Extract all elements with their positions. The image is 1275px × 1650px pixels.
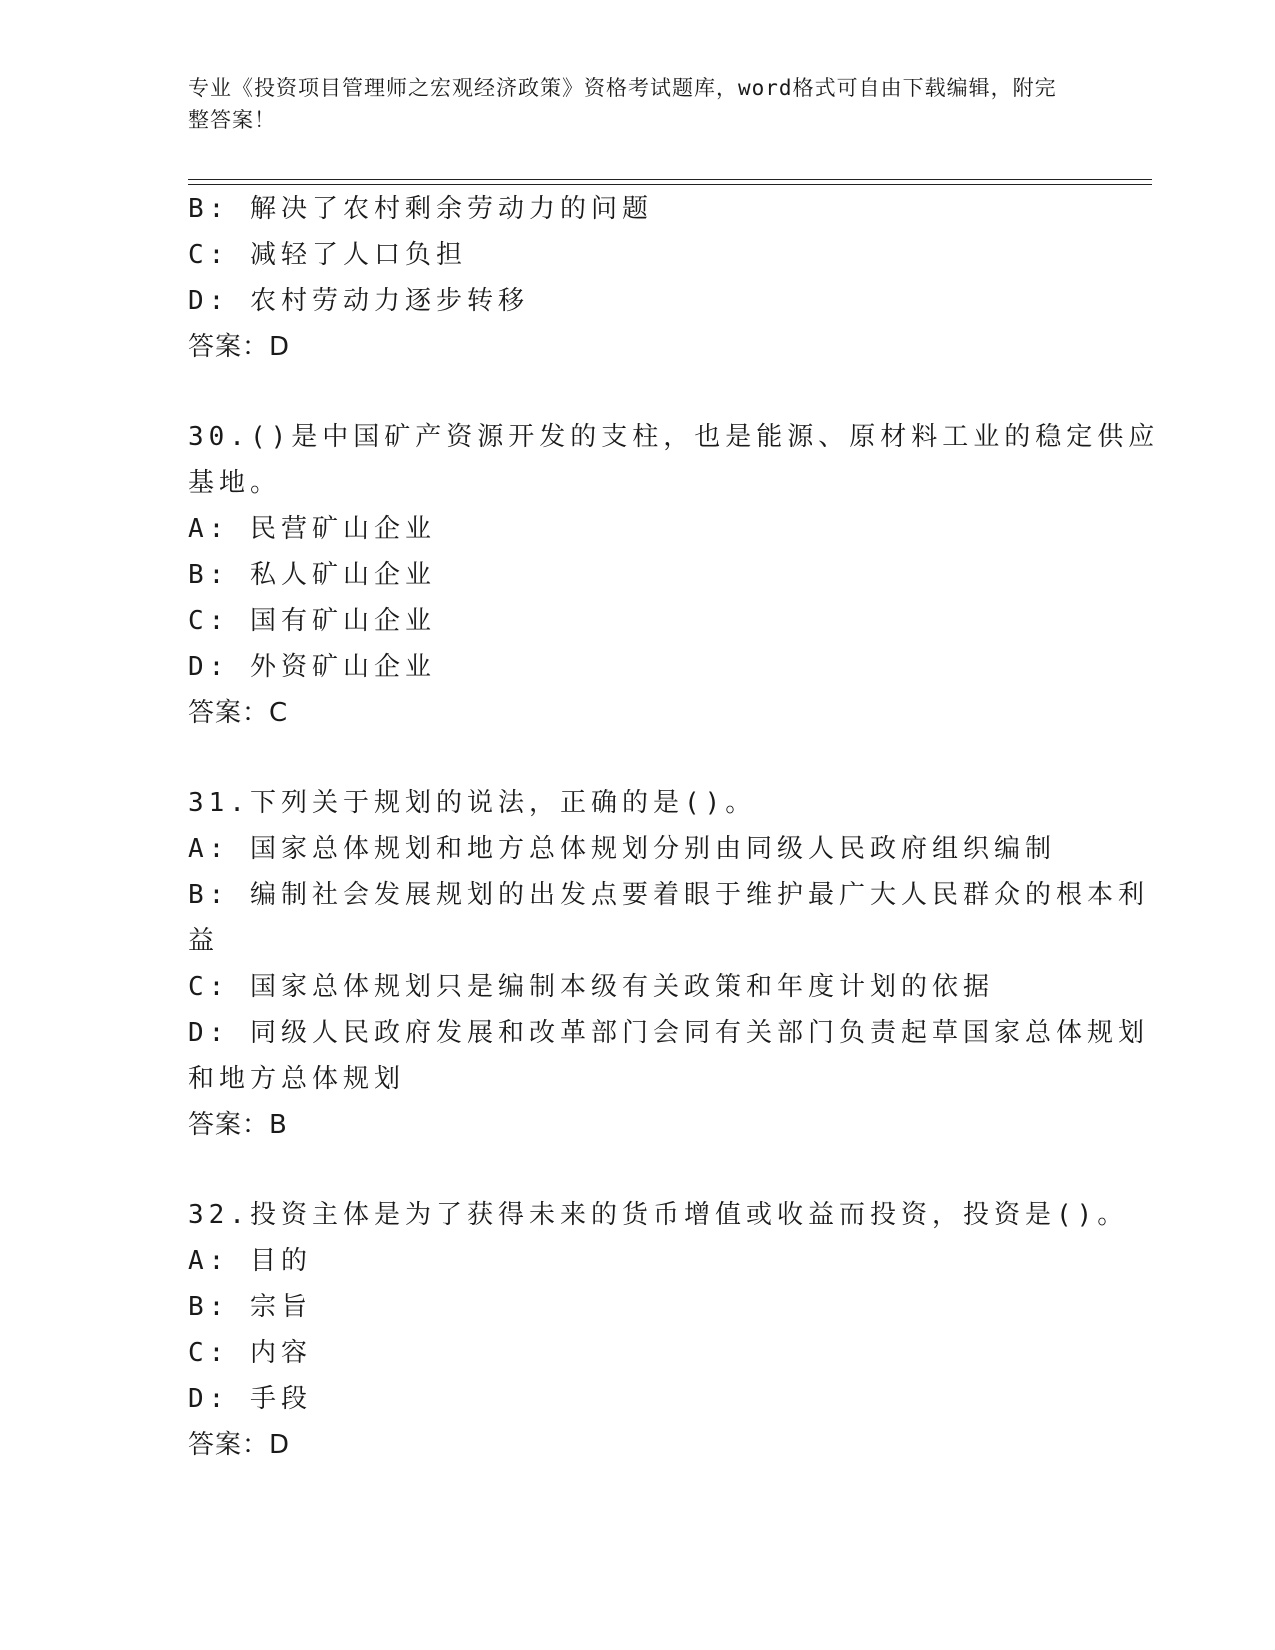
question-stem-continued: 基地。 [188,468,282,498]
answer: 答案：D [188,332,291,362]
question-stem: 30.()是中国矿产资源开发的支柱，也是能源、原材料工业的稳定供应 [188,422,1160,452]
option-d-continued: 和地方总体规划 [188,1064,406,1094]
question-29 [188,186,1088,370]
question-30 [188,414,1160,736]
option-b: B: 编制社会发展规划的出发点要着眼于维护最广大人民群众的根本利 [188,880,1149,910]
option-d: D: 外资矿山企业 [188,652,436,682]
answer: 答案：B [188,1110,288,1140]
option-c: C: 减轻了人口负担 [188,240,467,270]
question-stem: 32.投资主体是为了获得未来的货币增值或收益而投资，投资是()。 [188,1200,1129,1230]
option-c: C: 国家总体规划只是编制本级有关政策和年度计划的依据 [188,972,994,1002]
option-b: B: 私人矿山企业 [188,560,436,590]
option-d: D: 手段 [188,1384,312,1414]
option-a: A: 国家总体规划和地方总体规划分别由同级人民政府组织编制 [188,834,1056,864]
option-b: B: 宗旨 [188,1292,312,1322]
option-b-continued: 益 [188,926,220,956]
question-31 [188,780,1149,1148]
option-d: D: 同级人民政府发展和改革部门会同有关部门负责起草国家总体规划 [188,1018,1149,1048]
option-b: B: 解决了农村剩余劳动力的问题 [188,194,653,224]
question-stem: 31.下列关于规划的说法，正确的是()。 [188,788,757,818]
header-rule-top [188,179,1152,180]
answer: 答案：D [188,1430,291,1460]
option-a: A: 民营矿山企业 [188,514,436,544]
header-rule-bottom [188,184,1152,185]
option-c: C: 国有矿山企业 [188,606,436,636]
answer: 答案：C [188,698,289,728]
option-a: A: 目的 [188,1246,312,1276]
question-32 [188,1192,1129,1468]
option-c: C: 内容 [188,1338,312,1368]
document-header: 专业《投资项目管理师之宏观经济政策》资格考试题库，word格式可自由下载编辑，附完整答案！ [188,76,1057,132]
option-d: D: 农村劳动力逐步转移 [188,286,529,316]
question-list [188,186,1160,1468]
